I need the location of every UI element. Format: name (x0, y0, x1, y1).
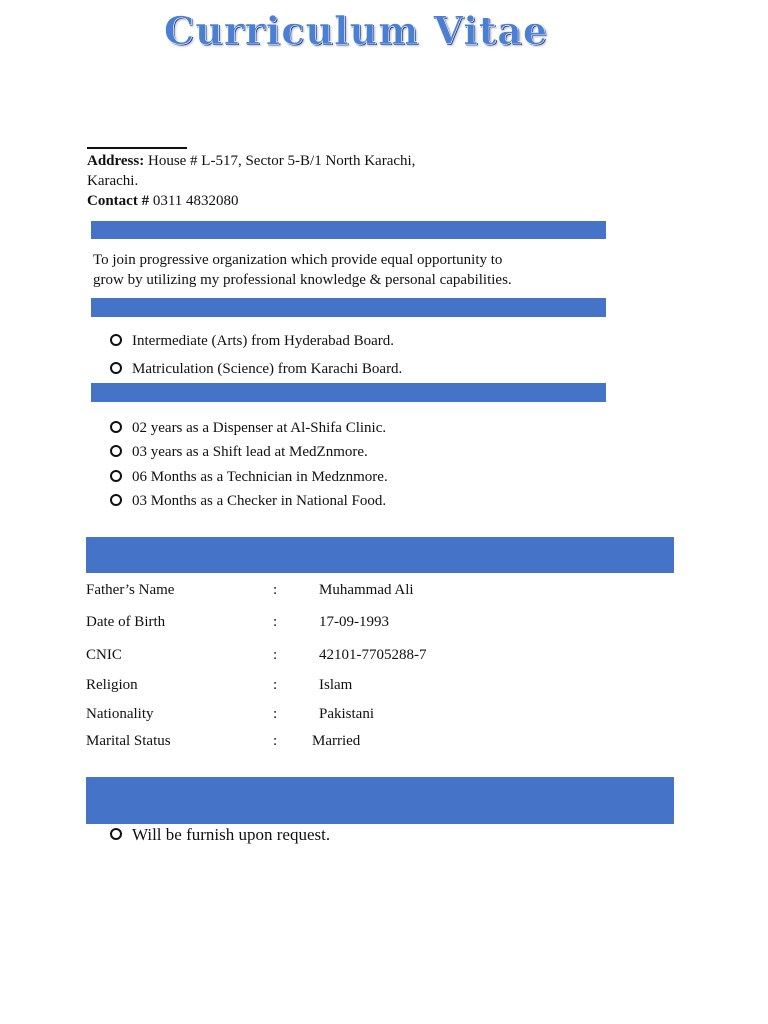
info-label: Nationality (86, 706, 154, 722)
info-label: Marital Status (86, 733, 171, 749)
references-section-bar (86, 777, 674, 824)
info-value: Muhammad Ali (319, 582, 414, 598)
info-value: Pakistani (319, 706, 374, 722)
info-value: Married (312, 733, 361, 749)
bullet-circle-icon (110, 334, 122, 346)
info-label: Father’s Name (86, 582, 175, 598)
objective-line-2: grow by utilizing my professional knowledge & personal capabilities. (93, 272, 512, 288)
bullet-circle-icon (110, 445, 122, 457)
info-colon: : (273, 733, 278, 749)
info-label: Religion (86, 677, 138, 693)
info-value: 42101-7705288-7 (319, 647, 427, 663)
address-label: Address: (87, 153, 145, 169)
references-item: Will be furnish upon request. (110, 825, 330, 845)
objective-section-bar (91, 221, 606, 239)
info-colon: : (273, 706, 278, 722)
info-value: 17-09-1993 (319, 614, 389, 630)
divider-line (87, 147, 187, 149)
bullet-circle-icon (110, 470, 122, 482)
experience-item: 03 years as a Shift lead at MedZnmore. (110, 442, 368, 462)
education-item: Intermediate (Arts) from Hyderabad Board. (110, 331, 394, 351)
bullet-circle-icon (110, 494, 122, 506)
contact-label: Contact # (87, 193, 150, 209)
objective-line-1: To join progressive organization which provide equal opportunity to (93, 252, 503, 268)
experience-item: 02 years as a Dispenser at Al-Shifa Clinic. (110, 418, 386, 438)
experience-section-bar (91, 383, 606, 402)
education-section-bar (91, 298, 606, 317)
info-colon: : (273, 582, 278, 598)
address-line-2: Karachi. (87, 173, 139, 189)
bullet-circle-icon (110, 828, 122, 840)
experience-item: 06 Months as a Technician in Medznmore. (110, 467, 388, 487)
experience-item: 03 Months as a Checker in National Food. (110, 491, 386, 511)
contact-line (87, 191, 239, 211)
bullet-circle-icon (110, 421, 122, 433)
info-label: Date of Birth (86, 614, 166, 630)
address-value: House # L-517, Sector 5-B/1 North Karachi, (147, 153, 416, 169)
education-item: Matriculation (Science) from Karachi Board. (110, 359, 402, 379)
info-colon: : (273, 677, 278, 693)
page-title: Curriculum Vitae (163, 8, 549, 53)
contact-value: 0311 4832080 (152, 193, 239, 209)
address-line-1 (87, 151, 415, 171)
bullet-circle-icon (110, 362, 122, 374)
info-value: Islam (319, 677, 353, 693)
info-label: CNIC (86, 647, 122, 663)
info-colon: : (273, 647, 278, 663)
info-colon: : (273, 614, 278, 630)
personal-section-bar (86, 537, 674, 573)
